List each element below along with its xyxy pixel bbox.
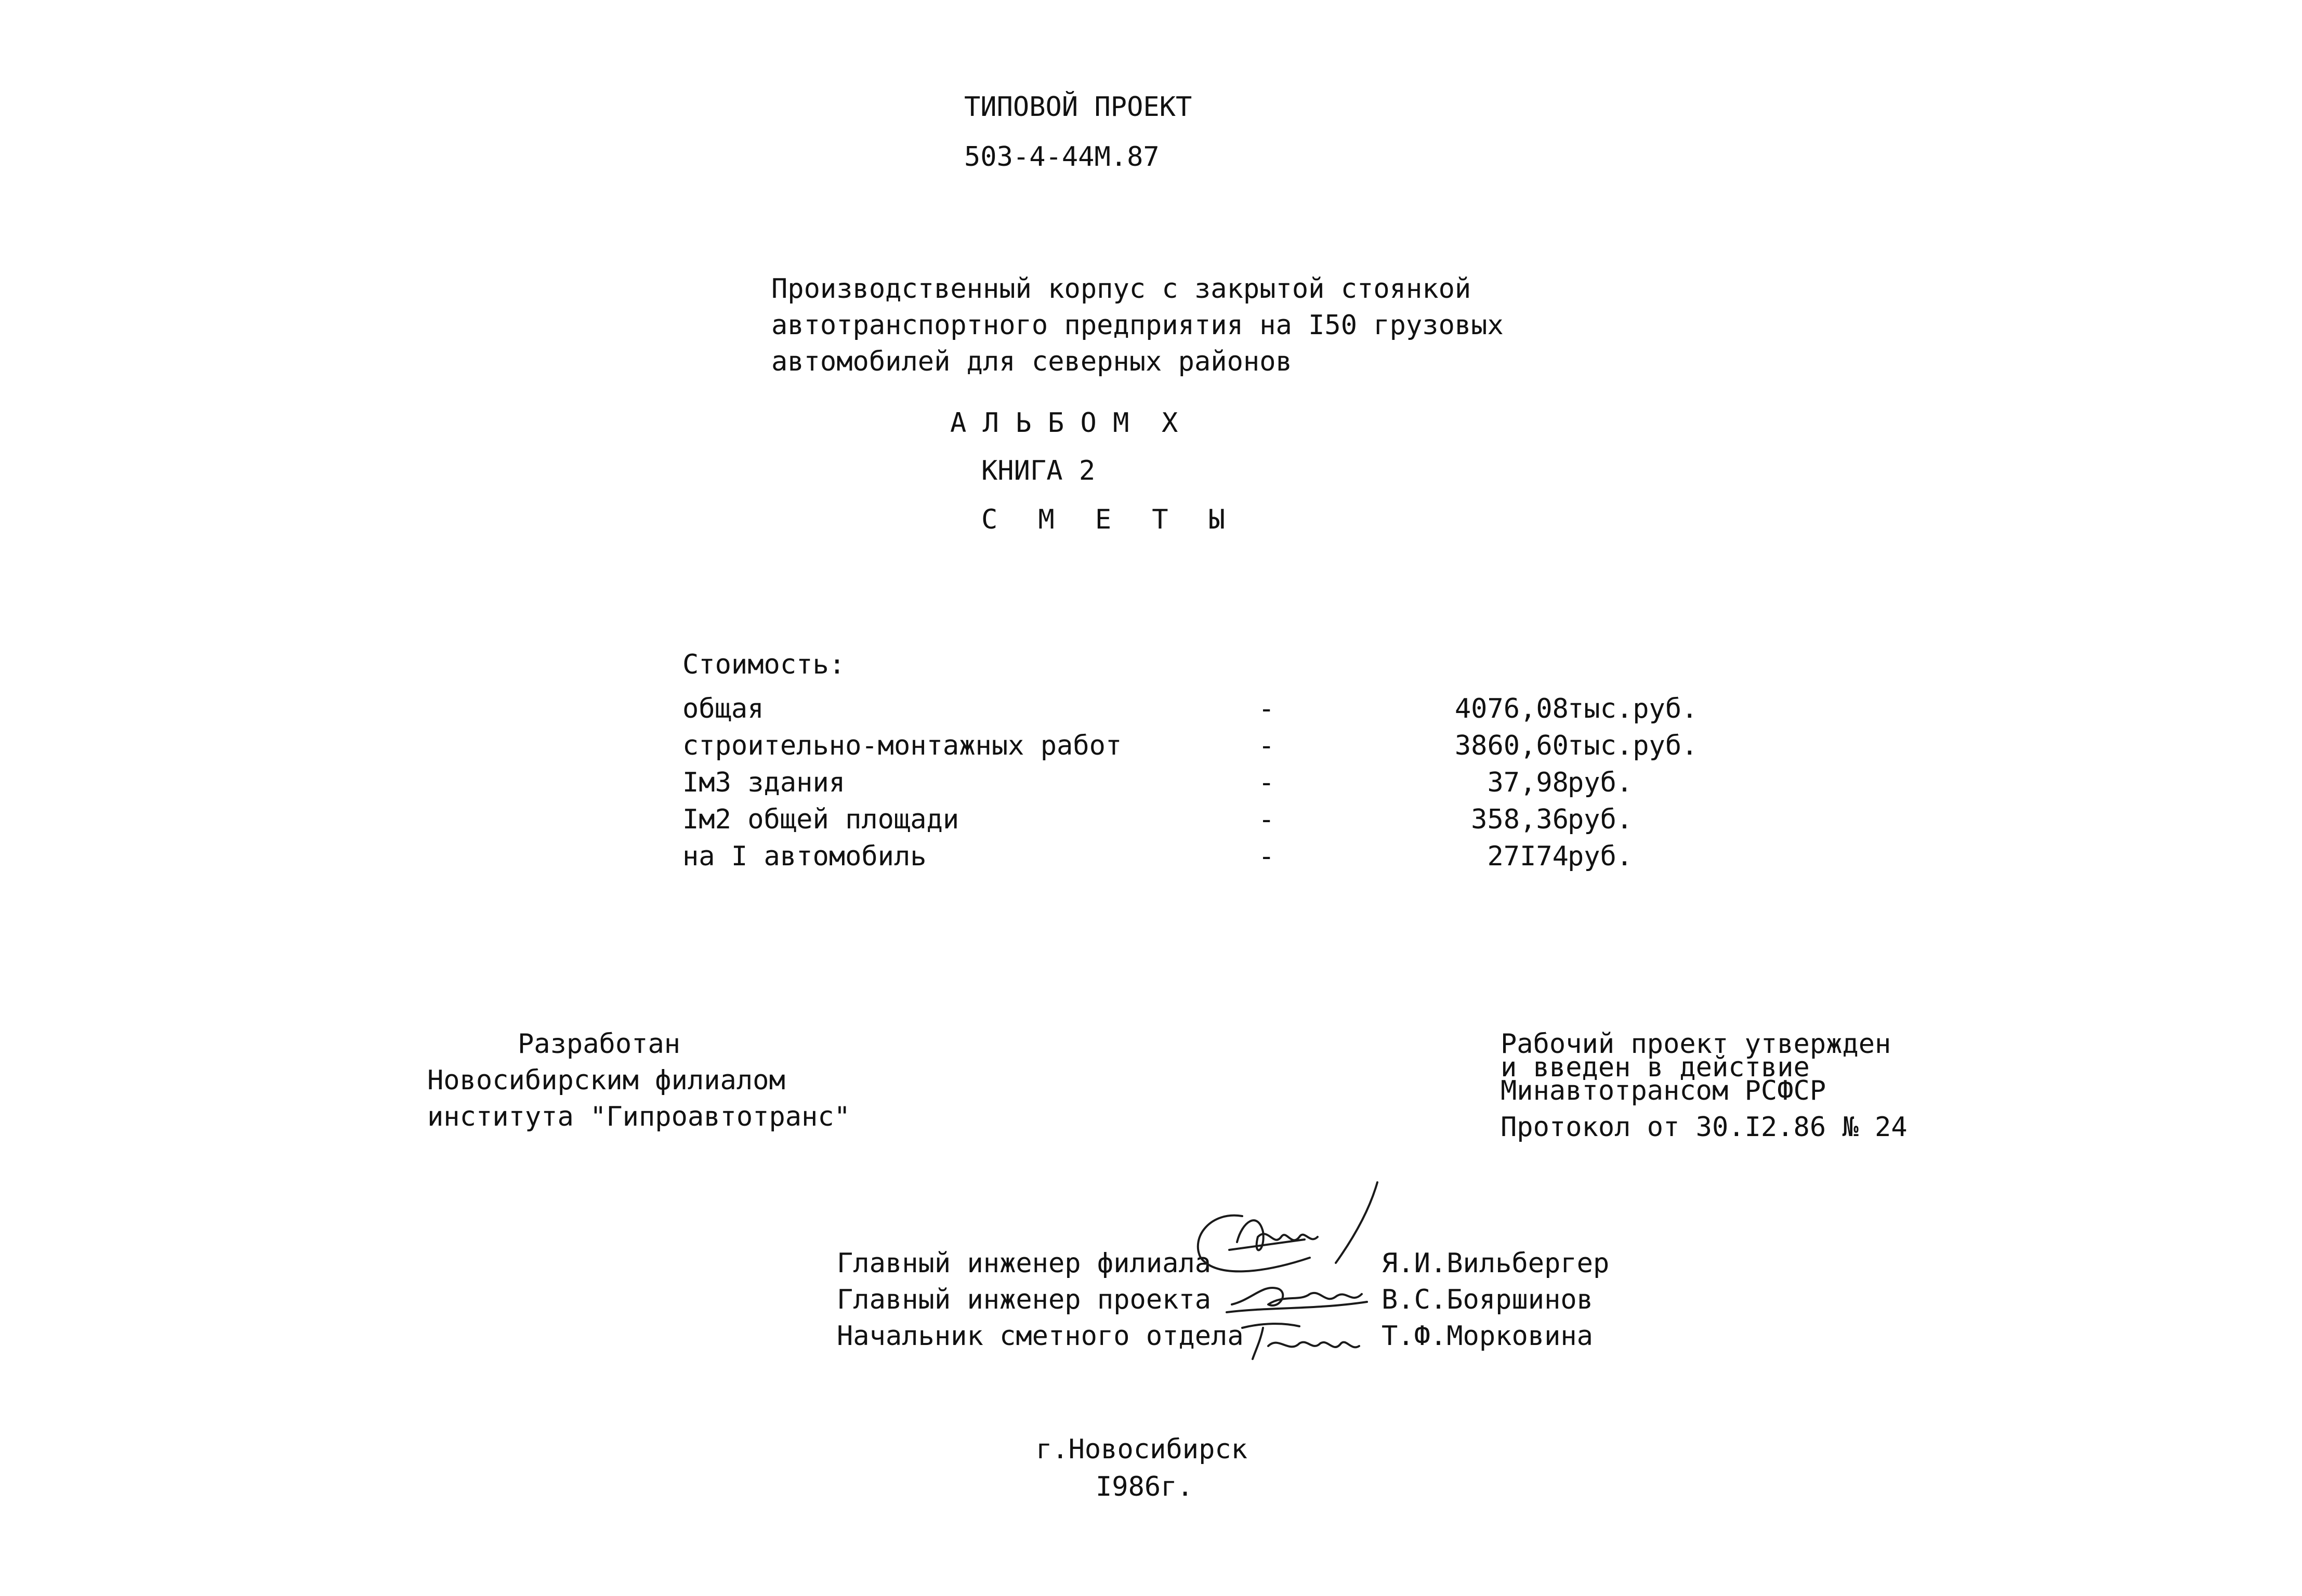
developer-line-3: института "Гипроавтотранс" — [427, 1101, 850, 1132]
approval-line-4: Протокол от 30.I2.86 № 24 — [1501, 1112, 1908, 1143]
description-line-2: автотранспортного предприятия на I50 грузовых — [771, 310, 1504, 341]
footer-year: I986г. — [1096, 1471, 1193, 1502]
cost-label: Iм2 общей площади — [682, 804, 959, 835]
signatory-role: Начальник сметного отдела — [837, 1321, 1244, 1352]
approval-line-1: Рабочий проект утвержден — [1501, 1028, 1891, 1060]
developer-line-1: Разработан — [518, 1028, 681, 1060]
cost-dash: - — [1258, 693, 1275, 724]
project-type-title: ТИПОВОЙ ПРОЕКТ — [964, 91, 1192, 123]
estimates-label: С М Е Т Ы — [981, 504, 1238, 535]
signature-chief-engineer-project — [1221, 1273, 1377, 1320]
cost-label: Iм3 здания — [682, 767, 846, 798]
cost-unit: руб. — [1568, 767, 1633, 798]
cost-value: 4076,08 — [1454, 693, 1569, 724]
cost-dash: - — [1258, 804, 1275, 835]
cost-unit: руб. — [1568, 804, 1633, 835]
footer-city: г.Новосибирск — [1036, 1434, 1247, 1465]
cost-value: 3860,60 — [1454, 730, 1569, 761]
signatory-name: В.С.Бояршинов — [1382, 1284, 1593, 1315]
signatory-role: Главный инженер филиала — [837, 1248, 1212, 1279]
approval-line-3: Минавтотрансом РСФСР — [1501, 1075, 1826, 1106]
album-label: А Л Ь Б О М Х — [950, 407, 1178, 439]
cost-label: общая — [682, 693, 764, 724]
cost-value: 37,98 — [1487, 767, 1569, 798]
signatory-name: Я.И.Вильбергер — [1382, 1248, 1610, 1279]
developer-line-2: Новосибирским филиалом — [427, 1065, 785, 1096]
cost-value: 27I74 — [1487, 841, 1569, 872]
project-number: 503-4-44М.87 — [964, 141, 1160, 173]
description-line-1: Производственный корпус с закрытой стоянкой — [771, 273, 1471, 305]
cost-heading: Стоимость: — [682, 649, 846, 680]
cost-unit: тыс.руб. — [1568, 730, 1698, 761]
cost-dash: - — [1258, 841, 1275, 872]
cost-value: 358,36 — [1471, 804, 1569, 835]
approval-line-2: и введен в действие — [1501, 1052, 1810, 1083]
signatory-row — [837, 1323, 1616, 1357]
book-label: КНИГА 2 — [981, 455, 1096, 486]
signatory-role: Главный инженер проекта — [837, 1284, 1212, 1315]
cost-label: на I автомобиль — [682, 841, 927, 872]
signatory-name: Т.Ф.Морковина — [1382, 1321, 1593, 1352]
cost-label: строительно-монтажных работ — [682, 730, 1122, 761]
cost-dash: - — [1258, 730, 1275, 761]
description-line-3: автомобилей для северных районов — [771, 346, 1292, 377]
cost-unit: руб. — [1568, 841, 1633, 872]
signature-head-estimates — [1232, 1315, 1367, 1367]
cost-unit: тыс.руб. — [1568, 693, 1698, 724]
cost-dash: - — [1258, 767, 1275, 798]
